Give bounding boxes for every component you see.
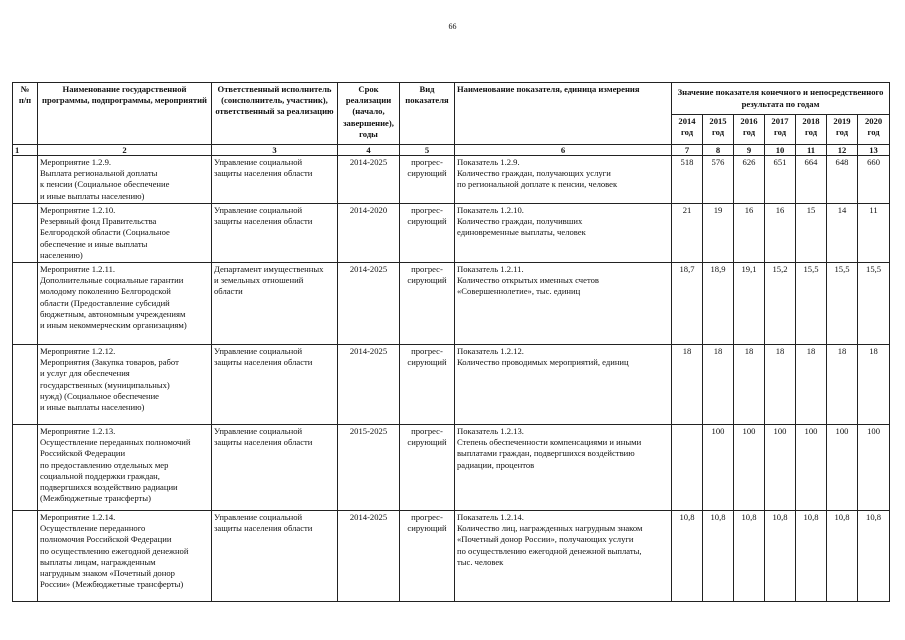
row-executor: Управление социальной защиты населения области — [212, 156, 338, 204]
row-value: 18 — [796, 345, 827, 425]
row-value: 18 — [734, 345, 765, 425]
indicators-table — [12, 82, 890, 602]
row-num-cell — [13, 204, 38, 263]
row-term: 2014-2025 — [338, 511, 400, 602]
row-value: 10,8 — [827, 511, 858, 602]
row-value: 100 — [734, 425, 765, 511]
row-num-cell — [13, 156, 38, 204]
row-value: 15,5 — [827, 263, 858, 345]
row-value: 18 — [765, 345, 796, 425]
column-number: 12 — [827, 145, 858, 156]
row-value: 18 — [672, 345, 703, 425]
header-year: 2018 год — [796, 115, 827, 145]
row-value: 19,1 — [734, 263, 765, 345]
row-term: 2014-2020 — [338, 204, 400, 263]
row-indicator: Показатель 1.2.10. Количество граждан, получивших единовременные выплаты, человек — [455, 204, 672, 263]
header-year: 2020 год — [858, 115, 890, 145]
row-num-cell — [13, 345, 38, 425]
row-indicator: Показатель 1.2.14. Количество лиц, награжденных нагрудным знаком «Почетный донор России», получающих услуги по осуществлению ежегодной денежной выплаты, тыс. человек — [455, 511, 672, 602]
row-num-cell — [13, 425, 38, 511]
row-term: 2014-2025 — [338, 156, 400, 204]
row-value: 660 — [858, 156, 890, 204]
row-num-cell — [13, 263, 38, 345]
row-name: Мероприятие 1.2.14. Осуществление переданного полномочия Российской Федерации по осуществлению ежегодной денежной выплаты лицам, награжденным нагрудным знаком «Почетный донор России» (Межбюджетные трансферты) — [38, 511, 212, 602]
row-indicator: Показатель 1.2.11. Количество открытых именных счетов «Совершеннолетие», тыс. единиц — [455, 263, 672, 345]
column-number: 8 — [703, 145, 734, 156]
column-number: 1 — [13, 145, 38, 156]
row-value: 16 — [765, 204, 796, 263]
row-value: 10,8 — [796, 511, 827, 602]
row-value: 18 — [858, 345, 890, 425]
row-value: 10,8 — [672, 511, 703, 602]
column-number: 6 — [455, 145, 672, 156]
header-executor: Ответственный исполнитель (соисполнитель, участник), ответственный за реализацию — [212, 83, 338, 145]
row-value: 19 — [703, 204, 734, 263]
table-row — [13, 204, 890, 263]
header-year: 2015 год — [703, 115, 734, 145]
row-value: 18,9 — [703, 263, 734, 345]
row-type: прогрес- сирующий — [400, 511, 455, 602]
row-indicator: Показатель 1.2.13. Степень обеспеченности компенсациями и иными выплатами граждан, подвергшихся воздействию радиации, процентов — [455, 425, 672, 511]
row-name: Мероприятие 1.2.12. Мероприятия (Закупка товаров, работ и услуг для обеспечения государственных (муниципальных) нужд) (Социальное обеспечение и иные выплаты населению) — [38, 345, 212, 425]
row-value: 11 — [858, 204, 890, 263]
column-number: 9 — [734, 145, 765, 156]
header-term: Срок реализации (начало, завершение), годы — [338, 83, 400, 145]
table-row — [13, 511, 890, 602]
row-value: 100 — [765, 425, 796, 511]
header-year: 2017 год — [765, 115, 796, 145]
row-value: 100 — [796, 425, 827, 511]
column-number: 3 — [212, 145, 338, 156]
row-name: Мероприятие 1.2.10. Резервный фонд Правительства Белгородской области (Социальное обеспечение и иные выплаты населению) — [38, 204, 212, 263]
row-value: 10,8 — [734, 511, 765, 602]
row-type: прогрес- сирующий — [400, 425, 455, 511]
row-value: 15 — [796, 204, 827, 263]
row-value: 518 — [672, 156, 703, 204]
row-type: прогрес- сирующий — [400, 204, 455, 263]
table-row — [13, 425, 890, 511]
row-value: 10,8 — [765, 511, 796, 602]
page-number: 66 — [448, 22, 457, 31]
header-year: 2014 год — [672, 115, 703, 145]
table-row — [13, 156, 890, 204]
header-values: Значение показателя конечного и непосредственного результата по годам — [672, 83, 890, 115]
row-value: 14 — [827, 204, 858, 263]
column-number: 2 — [38, 145, 212, 156]
row-name: Мероприятие 1.2.13. Осуществление переданных полномочий Российской Федерации по предоставлению отдельных мер социальной поддержки граждан, подвергшихся воздействию радиации (Межбюджетные трансферты) — [38, 425, 212, 511]
row-executor: Управление социальной защиты населения области — [212, 345, 338, 425]
row-value: 18 — [827, 345, 858, 425]
column-number: 7 — [672, 145, 703, 156]
row-value: 664 — [796, 156, 827, 204]
header-year: 2016 год — [734, 115, 765, 145]
row-executor: Управление социальной защиты населения области — [212, 204, 338, 263]
row-executor: Управление социальной защиты населения области — [212, 425, 338, 511]
column-number: 4 — [338, 145, 400, 156]
row-value: 18,7 — [672, 263, 703, 345]
row-value: 100 — [703, 425, 734, 511]
header-indicator: Наименование показателя, единица измерения — [455, 83, 672, 145]
row-value: 10,8 — [703, 511, 734, 602]
column-numbers-row — [13, 145, 890, 156]
row-term: 2014-2025 — [338, 345, 400, 425]
row-num-cell — [13, 511, 38, 602]
header-year: 2019 год — [827, 115, 858, 145]
row-indicator: Показатель 1.2.12. Количество проводимых мероприятий, единиц — [455, 345, 672, 425]
header-name: Наименование государственной программы, подпрограммы, мероприятий — [38, 83, 212, 145]
row-term: 2015-2025 — [338, 425, 400, 511]
header-type: Вид показателя — [400, 83, 455, 145]
table-row — [13, 263, 890, 345]
row-indicator: Показатель 1.2.9. Количество граждан, получающих услуги по региональной доплате к пенсии, человек — [455, 156, 672, 204]
row-value: 100 — [827, 425, 858, 511]
row-value: 648 — [827, 156, 858, 204]
row-type: прогрес- сирующий — [400, 345, 455, 425]
row-value: 15,5 — [796, 263, 827, 345]
column-number: 13 — [858, 145, 890, 156]
row-value: 21 — [672, 204, 703, 263]
row-executor: Управление социальной защиты населения области — [212, 511, 338, 602]
row-value — [672, 425, 703, 511]
column-number: 5 — [400, 145, 455, 156]
row-value: 576 — [703, 156, 734, 204]
row-value: 15,5 — [858, 263, 890, 345]
row-value: 100 — [858, 425, 890, 511]
column-number: 10 — [765, 145, 796, 156]
row-value: 18 — [703, 345, 734, 425]
row-name: Мероприятие 1.2.11. Дополнительные социальные гарантии молодому поколению Белгородской области (Предоставление субсидий бюджетным, автономным учреждениям и иным некоммерческим организациям) — [38, 263, 212, 345]
table-row — [13, 345, 890, 425]
column-number: 11 — [796, 145, 827, 156]
row-value: 15,2 — [765, 263, 796, 345]
row-term: 2014-2025 — [338, 263, 400, 345]
row-executor: Департамент имущественных и земельных отношений области — [212, 263, 338, 345]
row-value: 626 — [734, 156, 765, 204]
header-num: № п/п — [13, 83, 38, 145]
row-value: 10,8 — [858, 511, 890, 602]
row-type: прогрес- сирующий — [400, 263, 455, 345]
row-name: Мероприятие 1.2.9. Выплата региональной доплаты к пенсии (Социальное обеспечение и иные выплаты населению) — [38, 156, 212, 204]
row-value: 651 — [765, 156, 796, 204]
row-value: 16 — [734, 204, 765, 263]
row-type: прогрес- сирующий — [400, 156, 455, 204]
